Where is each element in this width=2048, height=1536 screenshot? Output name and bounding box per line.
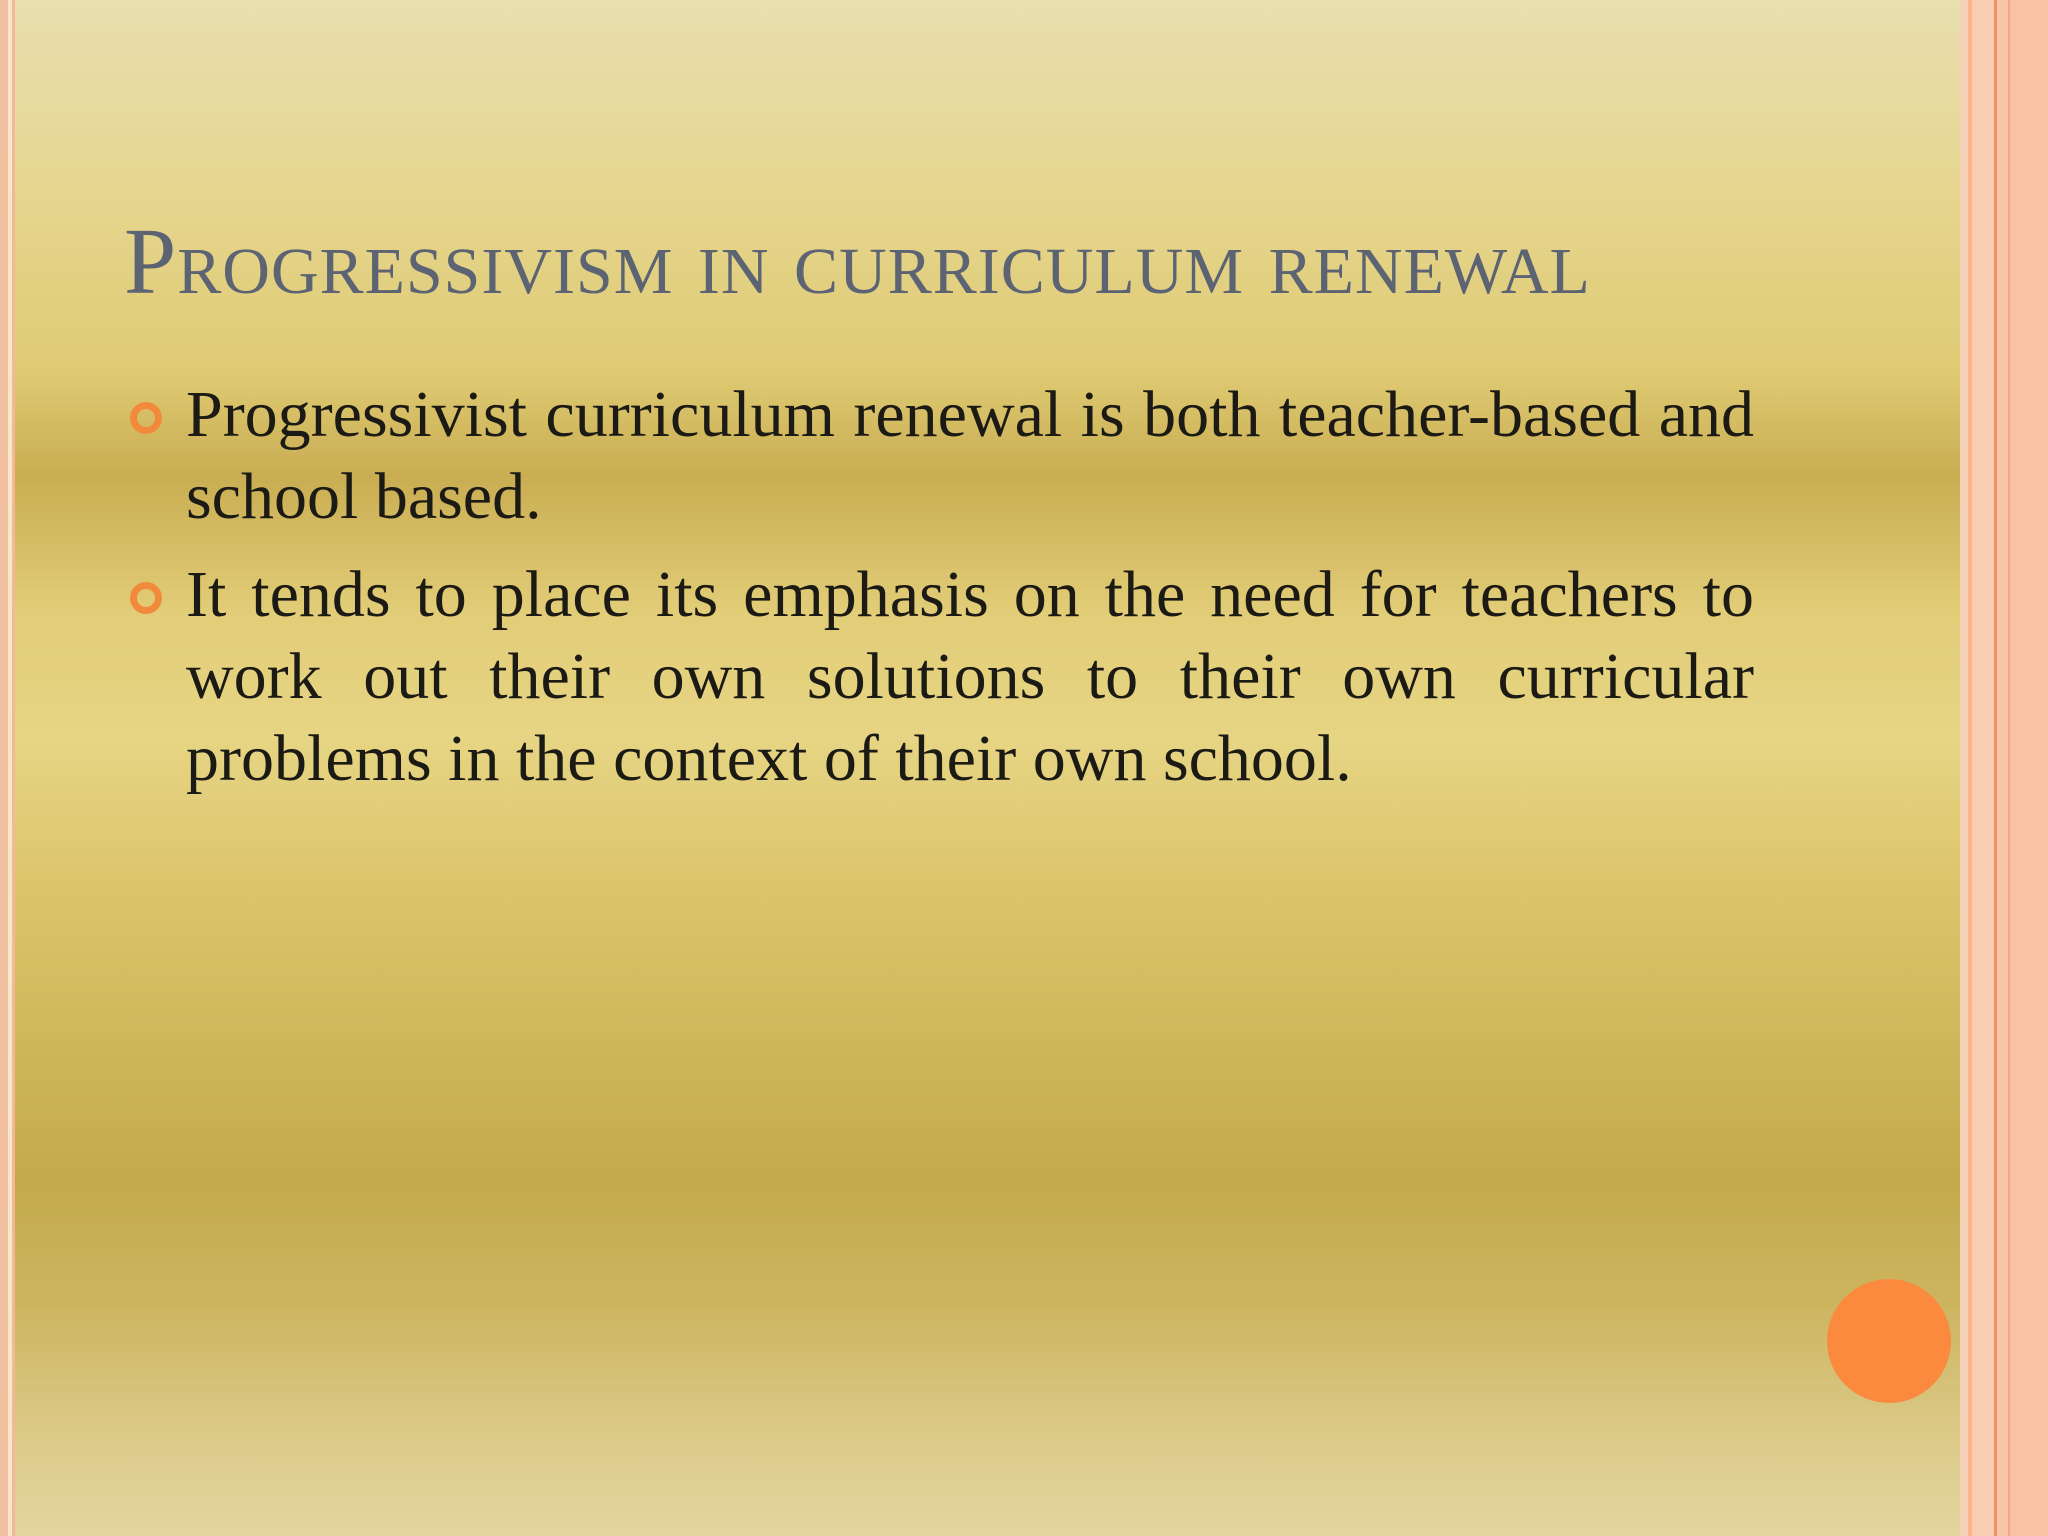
orange-circle-icon (1827, 1279, 1951, 1403)
bullet-circle-icon (130, 582, 162, 614)
bullet-item-1 (124, 374, 1754, 538)
bullet-circle-icon (130, 402, 162, 434)
bullet-text-2: It tends to place its emphasis on the need for teachers to work out their own solutions to their own curricular problems in the context of their own school. (186, 558, 1754, 795)
slide-title: Progressivism in curriculum renewal (124, 210, 1591, 314)
right-decorative-band (1960, 0, 2048, 1536)
bullet-list (124, 374, 1754, 816)
bullet-text-1: Progressivist curriculum renewal is both teacher-based and school based. (186, 378, 1754, 533)
left-decorative-border (0, 0, 30, 1536)
bullet-item-2 (124, 554, 1754, 800)
